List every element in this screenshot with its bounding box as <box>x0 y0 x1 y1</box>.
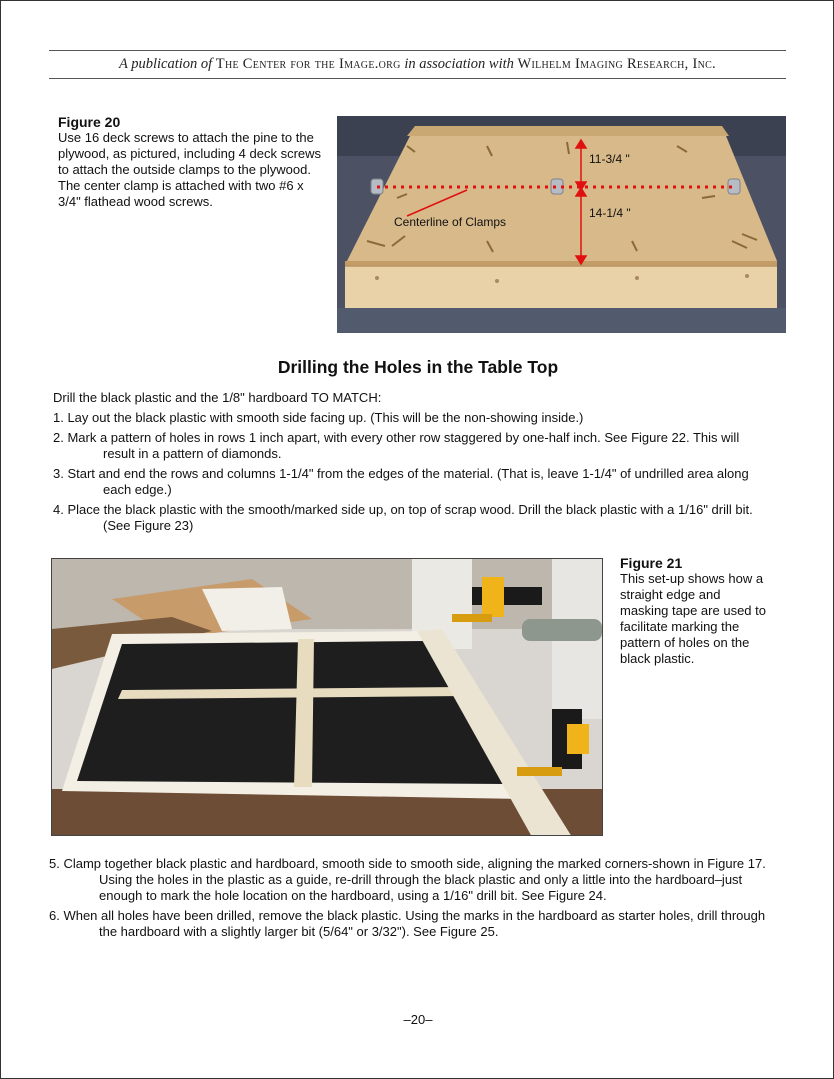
header-org: The Center for the Image.org <box>215 56 401 72</box>
top-measure-label: 11-3/4 " <box>589 152 630 166</box>
step-2: 2. Mark a pattern of holes in rows 1 inch apart, with every other row staggered by one-half inch. See Figure 22. This will result in a pattern of diamonds. <box>53 430 740 461</box>
bottom-measure-label: 14-1/4 " <box>589 206 631 220</box>
header-rule-top <box>49 50 786 51</box>
figure-20-photo <box>337 116 786 333</box>
step-1: 1. Lay out the black plastic with smooth side facing up. (This will be the non-showing inside.) <box>53 410 584 425</box>
step-4: 4. Place the black plastic with the smooth/marked side up, on top of scrap wood. Drill the black plastic with a 1/16" drill bit. (See Figure 23) <box>53 502 753 533</box>
page-number: –20– <box>403 1012 433 1027</box>
header-middle: in association with <box>404 56 514 72</box>
steps-list-continued <box>49 856 774 944</box>
step-3: 3. Start and end the rows and columns 1-1/4" from the edges of the material. (That is, leave 1-1/4" of undrilled area along each edge.) <box>53 466 749 497</box>
section-intro: Drill the black plastic and the 1/8" hardboard TO MATCH: <box>53 390 382 405</box>
header-prefix: A publication of <box>118 56 213 72</box>
centerline-label: Centerline of Clamps <box>394 215 507 229</box>
figure-21-photo <box>51 558 603 836</box>
header-partner: Wilhelm Imaging Research, Inc. <box>517 56 716 72</box>
figure-21-caption: This set-up shows how a straight edge and masking tape are used to facilitate marking the pattern of holes on the black plastic. <box>620 571 766 666</box>
publication-header <box>49 56 786 73</box>
steps-list <box>53 410 773 538</box>
figure-20-caption-block <box>58 114 328 210</box>
pine-frame <box>345 266 777 308</box>
step-5: 5. Clamp together black plastic and hardboard, smooth side to smooth side, aligning the marked corners-shown in Figure 17. Using the holes in the plastic as a guide, re-drill through the black plastic and only a little into the hardboard–just enough to mark the hole location on the hardboard, using a 1/16" drill bit. See Figure 24. <box>49 856 766 903</box>
figure-20-caption: Use 16 deck screws to attach the pine to the plywood, as pictured, including 4 deck screws to attach the outside clamps to the plywood. The center clamp is attached with two #6 x 3/4" flathead wood screws. <box>58 130 322 209</box>
section-heading: Drilling the Holes in the Table Top <box>277 357 559 377</box>
header-rule-bottom <box>49 78 786 79</box>
step-6: 6. When all holes have been drilled, remove the black plastic. Using the marks in the hardboard as starter holes, drill through the hardboard with a slightly larger bit (5/64" or 3/32"). See Figure 25. <box>49 908 766 939</box>
figure-20-title: Figure 20 <box>58 114 121 130</box>
figure-21-caption-block <box>620 555 770 667</box>
figure-21-title: Figure 21 <box>620 555 683 571</box>
